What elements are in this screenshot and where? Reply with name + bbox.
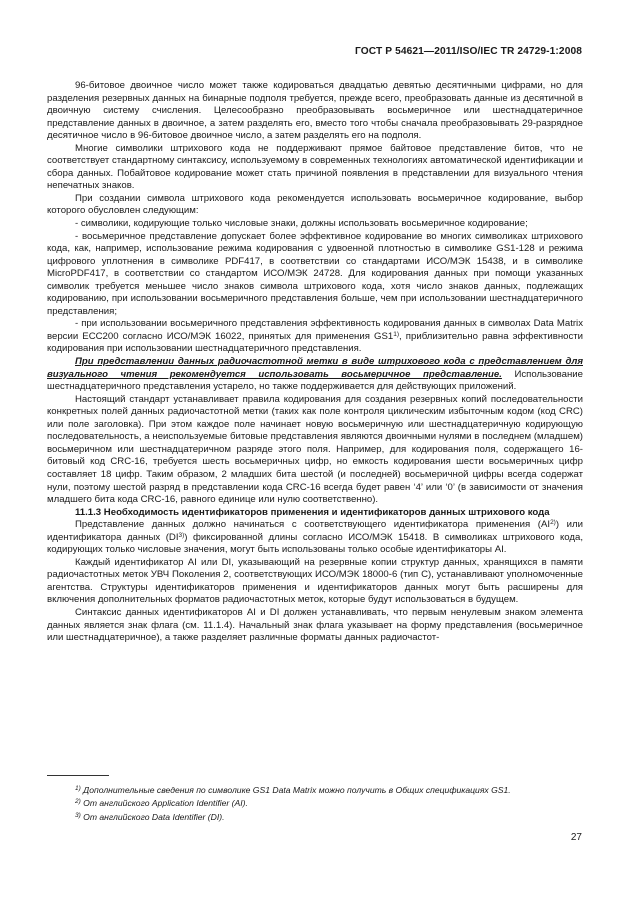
paragraph-text: Представление данных должно начинаться с соответствующего идентификатора применения (AI — [75, 519, 551, 531]
footnote-text: Дополнительные сведения по символике GS1 Data Matrix можно получить в Общих спецификациях GS1. — [80, 785, 511, 795]
paragraph: При создании символа штрихового кода рекомендуется использовать восьмеричное кодирование, выбор которого обусловлен следующим: — [47, 192, 583, 217]
recommendation-paragraph — [47, 356, 583, 394]
footnote-mark: 1) — [75, 785, 81, 792]
paragraph: 96-битовое двоичное число может также кодироваться двадцатью девятью десятичными цифрами, но для разделения резервных данных на бинарные подполя требуется, прежде всего, преобразовать данные из десятичной в двоичную систему счисления. Целесообразно преобразовывать восьмеричное или шестнадцатеричное представление данных в двоичное, а затем разделять его, вместо того чтобы сначала преобразовывать 29-разрядное десятичное число в 96-битовое двоичное число, а затем разделять его на подполя. — [47, 80, 583, 142]
list-item — [47, 318, 583, 356]
footnote-divider — [47, 775, 109, 776]
footnote-ref: 1) — [393, 330, 400, 338]
footnote — [75, 797, 583, 810]
footnote — [75, 811, 583, 824]
emphasized-recommendation: При представлении данных радиочастотной метки в виде штрихового кода с представлением для визуального чтения рекомендуется использовать восьмеричное представление. — [47, 356, 583, 380]
footnote-text: От английского Application Identifier (AI). — [80, 798, 248, 809]
list-item: - символики, кодирующие только числовые знаки, должны использовать восьмеричное кодирование; — [75, 218, 528, 230]
document-header: ГОСТ Р 54621—2011/ISO/IEC TR 24729-1:2008 — [355, 46, 582, 57]
list-item-text: - при использовании восьмеричного представления эффективность кодирования данных в символах Data Matrix версии ECC200 согласно ИСО/МЭК 16022, принятых для применения GS1 — [47, 318, 583, 342]
footnote-mark: 2) — [75, 798, 81, 806]
footnote-ref: 3) — [178, 531, 185, 539]
footnote-text: От английского Data Identifier (DI). — [80, 811, 225, 822]
paragraph — [47, 519, 583, 557]
paragraph-text: ) или идентификатора данных (DI — [47, 519, 583, 543]
paragraph: Многие символики штрихового кода не поддерживают прямое байтовое представление битов, что не соответствует стандартному синтаксису, используемому в современных технологиях автоматической идентификации и сбора данных. Побайтовое кодирование может стать причиной появления в представлении для визуального чтения непечатных знаков. — [47, 142, 583, 192]
footnotes — [75, 784, 583, 824]
document-body — [47, 80, 583, 645]
paragraph: Каждый идентификатор AI или DI, указывающий на резервные копии структур данных, хранящихся в памяти радиочастотных меток УВЧ Поколения 2, соответствующих ИСО/МЭК 18000-6 (тип С), устанавливают уполномоченные агентства. Структуры идентификаторов применения и идентификаторов данных могут быть расширены для включения дополнительных форматов радиочастотных меток, которые будут использоваться в будущем. — [47, 556, 583, 606]
paragraph-text: ) фиксированной длины согласно ИСО/МЭК 15418. В символиках штрихового кода, кодирующих только числовые значения, могут быть использованы только особые идентификаторы AI. — [47, 531, 583, 556]
footnote — [75, 784, 583, 797]
list-item-text: , приблизительно равна эффективности кодирования при использовании шестнадцатеричного представления. — [47, 330, 584, 355]
paragraph-text: Использование шестнадцатеричного представления устарело, но также поддерживается для действующих приложений. — [47, 368, 584, 393]
section-heading: 11.1.3 Необходимость идентификаторов применения и идентификаторов данных штрихового кода — [75, 506, 550, 518]
footnote-mark: 3) — [75, 811, 81, 819]
paragraph: Настоящий стандарт устанавливает правила кодирования для создания резервных копий последовательности конкретных полей данных радиочастотной метки (таких как поле контроля циклическим избыточным кодом (код CRC) или поле заголовка). При этом каждое поле начинает новую восьмеричную или шестнадцатеричную кодирующую последовательность, а неиспользуемые битовые представления являются двоичными нулями в последнем (младшем) восьмеричном или шестнадцатеричном разряде этого поля. Например, для кодирования поля, содержащего 16-битовый код CRC-16, требуется шесть восьмеричных цифр, но емкость кодирования шести восьмеричных цифр составляет 18 цифр. Таким образом, 2 младших бита шестой (и последней) восьмеричной цифры всегда содержат нули, поэтому шестой разряд в представлении кода CRC-16 всегда будет равен ‘4’ или ‘0’ (в зависимости от значения младшего бита кода CRC-16, равного единице или нулю соответственно). — [47, 393, 583, 506]
list-item: - восьмеричное представление допускает более эффективное кодирование во многих символиках штрихового кода, как, например, использование режима кодирования с удвоенной плотностью в символике GS1-128 и режима цифрового уплотнения в символике PDF417, в соответствии со стандартами ИСО/МЭК 15438, и в символике MicroPDF417, в соответствии со стандартом ИСО/МЭК 24728. Для кодирования данных при помощи указанных символик требуется меньшее число знаков символа штрихового кода, хотя число знаков данных, подлежащих кодированию, при использовании восьмеричного представления больше, чем при использовании шестнадцатеричного представления; — [47, 230, 583, 317]
footnote-ref: 2) — [550, 519, 556, 527]
page-number: 27 — [570, 832, 582, 843]
paragraph: Синтаксис данных идентификаторов AI и DI должен устанавливать, что первым ненулевым знаком элемента данных является знак флага (см. 11.1.4). Начальный знак флага указывает на форму представления (восьмеричное или шестнадцатеричное), а также разделяет различные форматы данных радиочастот- — [47, 606, 583, 644]
